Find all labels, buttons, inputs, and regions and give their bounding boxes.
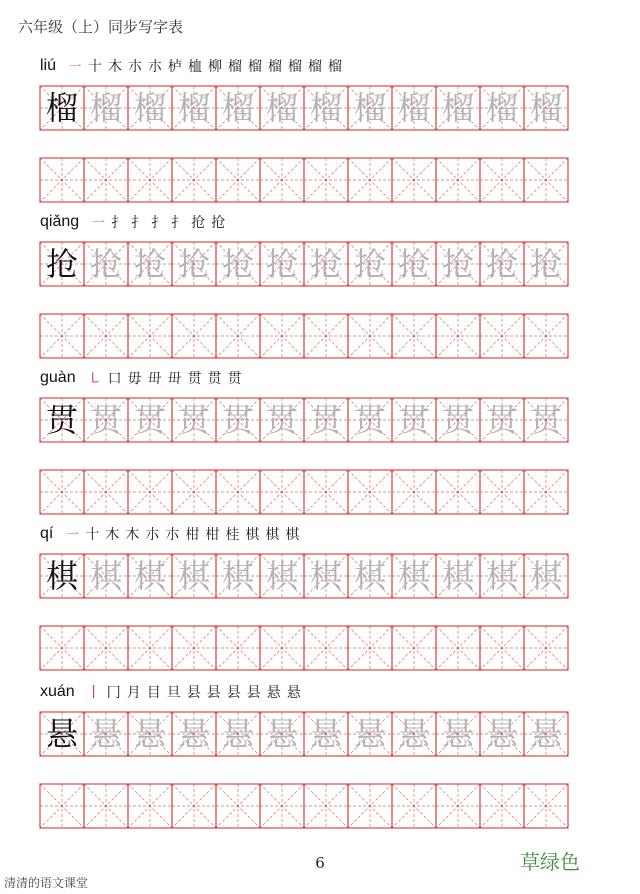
paper-color-label: 草绿色 <box>520 850 580 874</box>
mizi-grid <box>40 784 572 830</box>
page-number: 6 <box>315 854 325 872</box>
grid-cell <box>304 158 348 202</box>
stroke-step: 扌 <box>151 215 166 231</box>
stroke-step: 木 <box>105 527 120 543</box>
stroke-step: 扌 <box>111 215 126 231</box>
stroke-step: 贯 <box>207 371 222 387</box>
trace-character[interactable]: 贯 <box>309 401 342 439</box>
grid-cell <box>260 158 304 202</box>
stroke-step: 榴 <box>228 59 243 75</box>
tracing-row <box>40 398 600 442</box>
worksheet-title: 六年级（上）同步写字表 <box>18 18 184 36</box>
trace-character[interactable]: 榴 <box>353 89 386 127</box>
grid-cell <box>304 314 348 358</box>
trace-character[interactable]: 榴 <box>529 89 562 127</box>
stroke-order-line <box>40 366 248 390</box>
grid-cell <box>84 784 128 828</box>
grid-cell <box>304 626 348 670</box>
stroke-step: 榴 <box>328 59 343 75</box>
grid-cell <box>480 314 524 358</box>
tracing-row <box>40 554 600 598</box>
trace-character[interactable]: 贯 <box>177 401 210 439</box>
stroke-step: 朩 <box>128 59 143 75</box>
trace-character[interactable]: 悬 <box>177 715 210 753</box>
trace-character[interactable]: 棋 <box>221 557 254 595</box>
trace-character[interactable]: 抢 <box>177 245 210 283</box>
grid-cell <box>436 784 480 828</box>
grid-cell <box>172 470 216 514</box>
grid-cell <box>480 784 524 828</box>
stroke-step: 扌 <box>131 215 146 231</box>
grid-cell <box>480 626 524 670</box>
trace-character[interactable]: 贯 <box>485 401 518 439</box>
grid-cell <box>436 470 480 514</box>
grid-cell <box>392 626 436 670</box>
trace-character[interactable]: 榴 <box>133 89 166 127</box>
mizi-grid <box>40 314 572 360</box>
grid-cell <box>216 314 260 358</box>
model-character: 悬 <box>45 715 78 753</box>
trace-character[interactable]: 抢 <box>265 245 298 283</box>
character-section <box>0 522 640 672</box>
trace-character[interactable]: 棋 <box>397 557 430 595</box>
stroke-step: 冂 <box>106 685 121 701</box>
grid-cell <box>84 158 128 202</box>
stroke-step: 抢 <box>211 215 226 231</box>
grid-cell <box>480 158 524 202</box>
grid-cell <box>348 158 392 202</box>
mizi-grid <box>40 626 572 672</box>
stroke-order-line <box>40 210 231 234</box>
stroke-step: 丨 <box>86 685 101 701</box>
mizi-grid <box>40 470 572 516</box>
grid-cell <box>128 158 172 202</box>
grid-cell <box>128 314 172 358</box>
trace-character[interactable]: 棋 <box>529 557 562 595</box>
grid-cell <box>172 158 216 202</box>
pinyin-label: qiǎng <box>40 213 80 230</box>
trace-character[interactable]: 悬 <box>309 715 342 753</box>
pinyin-label: liú <box>40 57 57 74</box>
trace-character[interactable]: 榴 <box>177 89 210 127</box>
stroke-step: 贯 <box>227 371 242 387</box>
grid-cell <box>436 626 480 670</box>
grid-cell <box>348 626 392 670</box>
trace-character[interactable]: 抢 <box>89 245 122 283</box>
grid-cell <box>216 626 260 670</box>
grid-cell <box>260 314 304 358</box>
stroke-step: 县 <box>226 685 241 701</box>
blank-practice-row[interactable] <box>40 470 600 514</box>
trace-character[interactable]: 悬 <box>529 715 562 753</box>
grid-cell <box>524 470 568 514</box>
grid-cell <box>216 470 260 514</box>
character-section <box>0 680 640 830</box>
trace-character[interactable]: 悬 <box>265 715 298 753</box>
trace-character[interactable]: 棋 <box>89 557 122 595</box>
trace-character[interactable]: 榴 <box>441 89 474 127</box>
grid-cell <box>480 470 524 514</box>
stroke-step: 桖 <box>188 59 203 75</box>
stroke-step: 榴 <box>288 59 303 75</box>
grid-cell <box>128 784 172 828</box>
stroke-step: 目 <box>146 685 161 701</box>
stroke-step: 木 <box>125 527 140 543</box>
grid-cell <box>128 626 172 670</box>
character-section <box>0 210 640 360</box>
model-character: 榴 <box>45 89 78 127</box>
trace-character[interactable]: 棋 <box>441 557 474 595</box>
stroke-step: 口 <box>107 371 122 387</box>
model-character: 抢 <box>45 245 78 283</box>
tracing-row <box>40 712 600 756</box>
grid-cell <box>40 158 84 202</box>
grid-cell <box>304 470 348 514</box>
stroke-step: 木 <box>108 59 123 75</box>
stroke-step: 悬 <box>286 685 301 701</box>
trace-character[interactable]: 贯 <box>353 401 386 439</box>
grid-cell <box>128 470 172 514</box>
grid-cell <box>40 784 84 828</box>
stroke-step: 十 <box>85 527 100 543</box>
pinyin-label: xuán <box>40 683 75 700</box>
grid-cell <box>260 470 304 514</box>
stroke-step: 柑 <box>205 527 220 543</box>
grid-cell <box>84 626 128 670</box>
trace-character[interactable]: 贯 <box>529 401 562 439</box>
trace-character[interactable]: 棋 <box>133 557 166 595</box>
stroke-step: 朩 <box>165 527 180 543</box>
stroke-step: 县 <box>206 685 221 701</box>
grid-cell <box>348 784 392 828</box>
trace-character[interactable]: 抢 <box>353 245 386 283</box>
trace-character[interactable]: 棋 <box>353 557 386 595</box>
character-section <box>0 54 640 204</box>
stroke-step: 桂 <box>225 527 240 543</box>
trace-character[interactable]: 抢 <box>485 245 518 283</box>
trace-character[interactable]: 悬 <box>353 715 386 753</box>
trace-character[interactable]: 贯 <box>265 401 298 439</box>
trace-character[interactable]: 悬 <box>133 715 166 753</box>
stroke-step: 十 <box>88 59 103 75</box>
stroke-step: 榴 <box>308 59 323 75</box>
grid-cell <box>392 784 436 828</box>
grid-cell <box>304 784 348 828</box>
trace-character[interactable]: 贯 <box>441 401 474 439</box>
tracing-row <box>40 86 600 130</box>
grid-cell <box>84 314 128 358</box>
grid-cell <box>392 158 436 202</box>
grid-cell <box>260 626 304 670</box>
grid-cell <box>524 314 568 358</box>
stroke-step: 毌 <box>167 371 182 387</box>
trace-character[interactable]: 榴 <box>309 89 342 127</box>
trace-character[interactable]: 抢 <box>441 245 474 283</box>
trace-character[interactable]: 棋 <box>177 557 210 595</box>
grid-cell <box>524 784 568 828</box>
stroke-step: 悬 <box>266 685 281 701</box>
trace-character[interactable]: 悬 <box>397 715 430 753</box>
stroke-step: 月 <box>126 685 141 701</box>
pinyin-label: qí <box>40 525 54 542</box>
grid-cell <box>40 470 84 514</box>
model-character: 棋 <box>45 557 78 595</box>
grid-cell <box>348 314 392 358</box>
trace-character[interactable]: 榴 <box>397 89 430 127</box>
stroke-step: 栌 <box>168 59 183 75</box>
trace-character[interactable]: 抢 <box>397 245 430 283</box>
trace-character[interactable]: 抢 <box>309 245 342 283</box>
tracing-row <box>40 242 600 286</box>
model-character: 贯 <box>45 401 78 439</box>
grid-cell <box>216 784 260 828</box>
grid-cell <box>348 470 392 514</box>
grid-cell <box>172 626 216 670</box>
trace-character[interactable]: 贯 <box>221 401 254 439</box>
stroke-step: 贯 <box>187 371 202 387</box>
trace-character[interactable]: 悬 <box>485 715 518 753</box>
grid-cell <box>40 626 84 670</box>
blank-practice-row[interactable] <box>40 158 600 202</box>
trace-character[interactable]: 榴 <box>265 89 298 127</box>
stroke-step: 旦 <box>166 685 181 701</box>
grid-cell <box>84 470 128 514</box>
grid-cell <box>524 158 568 202</box>
stroke-step: 毋 <box>127 371 142 387</box>
blank-practice-row[interactable] <box>40 314 600 358</box>
stroke-step: ㇄ <box>87 371 102 387</box>
stroke-step: 棋 <box>265 527 280 543</box>
stroke-step: 县 <box>246 685 261 701</box>
grid-cell <box>40 314 84 358</box>
trace-character[interactable]: 贯 <box>133 401 166 439</box>
trace-character[interactable]: 抢 <box>529 245 562 283</box>
stroke-order-line <box>40 680 307 704</box>
grid-cell <box>216 158 260 202</box>
grid-cell <box>260 784 304 828</box>
grid-cell <box>392 470 436 514</box>
pinyin-label: guàn <box>40 369 76 386</box>
grid-cell <box>524 626 568 670</box>
stroke-step: 柳 <box>208 59 223 75</box>
trace-character[interactable]: 悬 <box>221 715 254 753</box>
trace-character[interactable]: 榴 <box>485 89 518 127</box>
stroke-step: 柑 <box>185 527 200 543</box>
stroke-step: 棋 <box>245 527 260 543</box>
trace-character[interactable]: 棋 <box>485 557 518 595</box>
mizi-grid <box>40 158 572 204</box>
trace-character[interactable]: 悬 <box>441 715 474 753</box>
blank-practice-row[interactable] <box>40 626 600 670</box>
stroke-step: 榴 <box>268 59 283 75</box>
stroke-order-line <box>40 522 305 546</box>
grid-cell <box>172 314 216 358</box>
trace-character[interactable]: 贯 <box>89 401 122 439</box>
trace-character[interactable]: 棋 <box>309 557 342 595</box>
stroke-order-line <box>40 54 348 78</box>
stroke-step: 抢 <box>191 215 206 231</box>
stroke-step: 朩 <box>148 59 163 75</box>
trace-character[interactable]: 贯 <box>397 401 430 439</box>
grid-cell <box>392 314 436 358</box>
stroke-step: 扌 <box>171 215 186 231</box>
stroke-step: ㇐ <box>65 527 80 543</box>
watermark-text: 清清的语文课堂 <box>4 876 89 890</box>
trace-character[interactable]: 棋 <box>265 557 298 595</box>
stroke-step: 朩 <box>145 527 160 543</box>
grid-cell <box>436 158 480 202</box>
trace-character[interactable]: 抢 <box>133 245 166 283</box>
trace-character[interactable]: 榴 <box>221 89 254 127</box>
stroke-step: 棋 <box>285 527 300 543</box>
stroke-step: 毌 <box>147 371 162 387</box>
trace-character[interactable]: 抢 <box>221 245 254 283</box>
stroke-step: ㇐ <box>68 59 83 75</box>
blank-practice-row[interactable] <box>40 784 600 828</box>
trace-character[interactable]: 榴 <box>89 89 122 127</box>
character-section <box>0 366 640 516</box>
trace-character[interactable]: 悬 <box>89 715 122 753</box>
stroke-step: 县 <box>186 685 201 701</box>
stroke-step: ㇐ <box>91 215 106 231</box>
stroke-step: 榴 <box>248 59 263 75</box>
grid-cell <box>436 314 480 358</box>
grid-cell <box>172 784 216 828</box>
